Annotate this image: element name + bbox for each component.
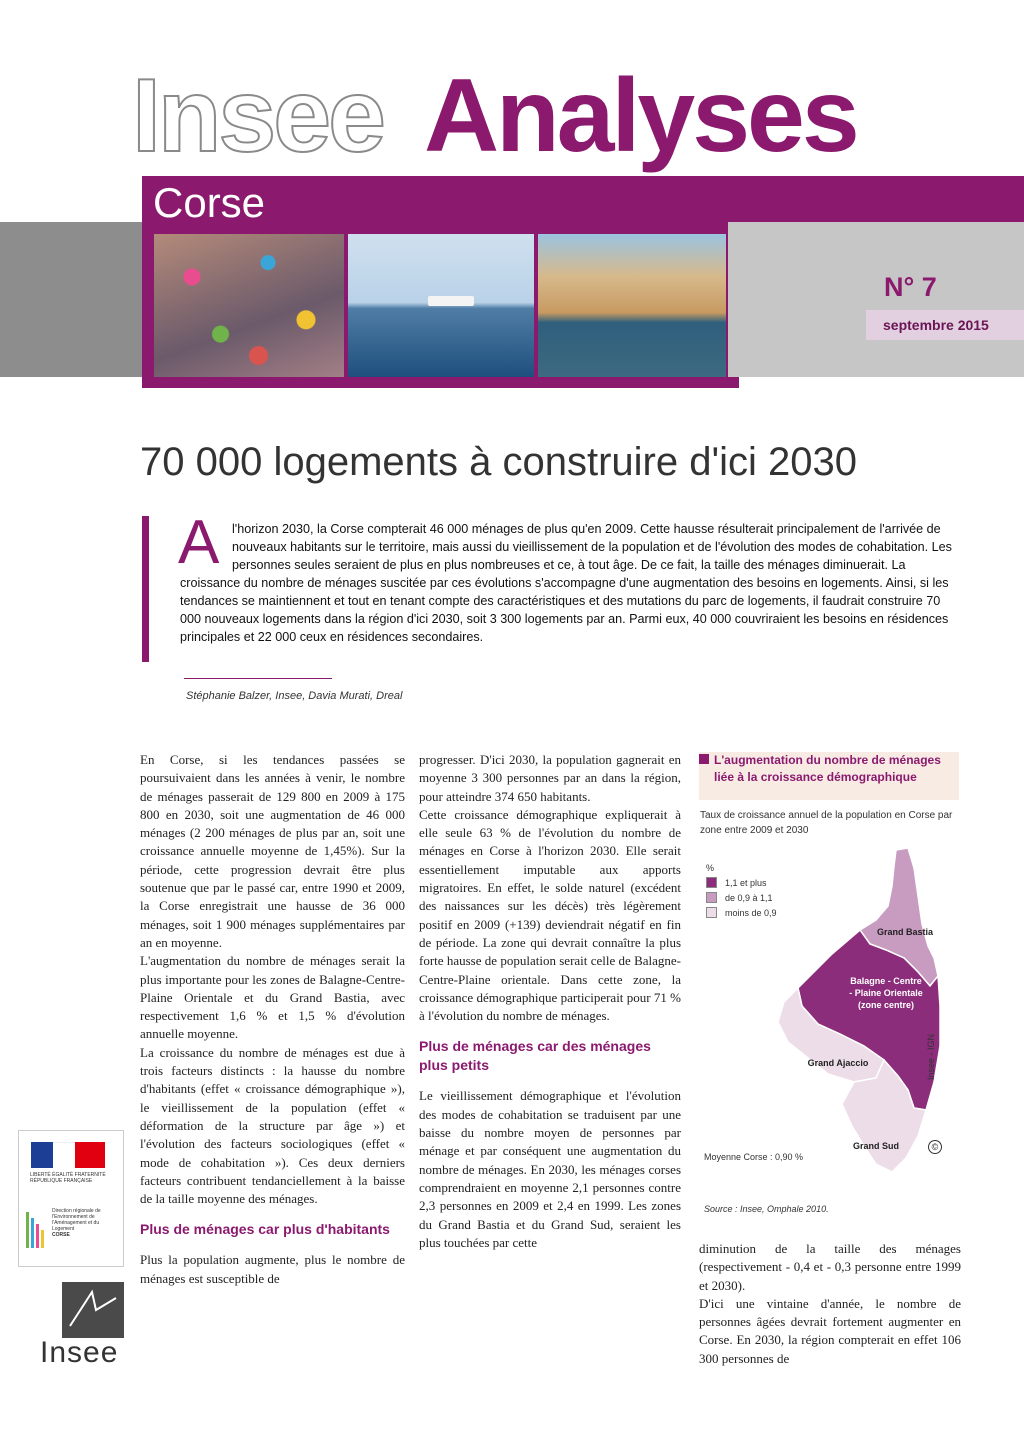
paragraph: Plus la population augmente, plus le nombre de ménages est susceptible de [140,1252,405,1286]
zone-label-north: Grand Bastia [876,927,934,937]
column-2 [419,751,681,1252]
paragraph: Le vieillissement démographique et l'évolution des modes de cohabitation se traduisent par une baisse du nombre moyen de personnes par ménage et par conséquent une augmentation du nombre de ménages. En 2030, les ménages corses comprendraient en moyenne 2,1 personnes contre 2,3 personnes en 2009 et 2,4 en 1999. Les zones du Grand Bastia et du Grand Sud, seraient les plus touchées par cette [419,1088,681,1250]
section-heading: Plus de ménages car plus d'habitants [140,1221,390,1238]
corsica-map [768,846,958,1176]
figure-source: Source : Insee, Omphale 2010. [704,1204,829,1214]
intro-body: l'horizon 2030, la Corse compterait 46 000 ménages de plus qu'en 2009. Cette hausse résulterait principalement de l'arrivée de nouveaux habitants sur le territoire, mais aussi du vieillissement de la population et de l'évolution des modes de cohabitation. Les personnes seules seraient de plus en plus nombreuses et ce, à tout âge. De ce fait, la taille des ménages diminuerait. La croissance du nombre de ménages suscitée par ces évolutions s'accompagne d'une augmentation des besoins en logements. Ainsi, si les tendances se maintiennent et tout en tenant compte des caractéristiques et des mutations du parc de logements, il faudrait construire 70 000 nouveaux logements dans la région d'ici 2030, soit 3 300 logements par an. Parmi eux, 40 000 couvriraient les besoins en résidences principales et 22 000 ceux en résidences secondaires. [180,522,952,644]
issue-number: N° 7 [884,272,937,302]
legend-swatch [706,877,717,888]
paragraph: La croissance du nombre de ménages est due à trois facteurs distincts : la hausse du nombre d'habitants (effet « croissance démographique »), le vieillissement de la population (effet « déformation de la structure par âge ») et l'évolution des facteurs sociologiques (effet « mode de cohabitation »). Ces deux derniers facteurs contribuent tendanciellement à la baisse de la taille moyenne des ménages. [140,1044,405,1207]
masthead-gray-right [728,222,1024,377]
figure-marker [699,754,709,764]
paragraph: D'ici une vintaine d'année, le nombre de personnes âgées devrait fortement augmenter en Corse. En 2030, la région compterait en effet 106 300 personnes de [699,1295,961,1366]
zone-label-west: Grand Ajaccio [807,1058,869,1068]
legend-item: de 0,9 à 1,1 [706,890,777,905]
masthead-purple-strip [728,176,1024,223]
brand-insee: Insee [132,58,383,174]
flag-white [53,1142,75,1169]
paragraph: Cette croissance démographique expliquerait à elle seule 63 % de l'évolution du nombre de ménages en Corse à l'horizon 2030. Elle serait essentiellement imputable aux apports migratoires. En effet, le solde naturel (excédent des naissances sur les décès) très légèrement positif en 2009 (+139) deviendrait négatif en fin de période. La zone qui devrait connaître la plus forte hausse de population serait celle de Balagne-Centre-Plaine orientale. Dans cette zone, la croissance démographique participerait pour 71 % à l'évolution du nombre de ménages. [419,806,681,1024]
legend-item: 1,1 et plus [706,875,777,890]
flag-blue [31,1142,53,1168]
zone-label-south: Grand Sud [852,1141,899,1151]
figure-title: L'augmentation du nombre de ménages liée à la croissance démographique [714,753,941,784]
issue-date: septembre 2015 [883,317,989,333]
intro-dropcap: A [178,508,220,577]
intro-accent-bar [142,516,149,662]
signature-rule [184,678,332,679]
republique-text: LIBERTÉ ÉGALITÉ FRATERNITÉ RÉPUBLIQUE FRANÇAISE [30,1172,106,1184]
map-legend [706,860,777,920]
paragraph: En Corse, si les tendances passées se poursuivaient dans les années à venir, le nombre de ménages passerait de 129 800 en 2009 à 175 800 en 2030, soit une augmentation de 46 000 ménages (2 200 ménages de plus par an, soit une croissance annuelle moyenne de 1,45%). Sur la période, cette progression devrait être plus soutenue que par le passé car, entre 1990 et 2009, la Corse enregistrait une hausse de 36 000 ménages, soit 1 900 ménages supplémentaires par an en moyenne. [140,752,405,950]
ferry-photo [348,234,534,377]
paragraph: progresser. D'ici 2030, la population gagnerait en moyenne 3 300 personnes par an dans la région, pour atteindre 374 650 habitants. [419,752,681,804]
column-3 [699,1240,961,1368]
figure-subtitle: Taux de croissance annuel de la population en Corse par zone entre 2009 et 2030 [700,810,953,836]
map-average: Moyenne Corse : 0,90 % [704,1152,804,1162]
authors: Stéphanie Balzer, Insee, Davia Murati, Dreal [186,690,403,702]
paragraph: L'augmentation du nombre de ménages serait la plus importante pour les zones de Balagne-Centre-Plaine Orientale et du Grand Bastia, avec respectivement 1,6 % et 1,5 % d'évolution annuelle moyenne. [140,953,405,1042]
legend-swatch [706,907,717,918]
ferry-ship [428,296,474,306]
zone-label-center: Balagne - Centre - Plaine Orientale (zone centre) [849,976,923,1010]
legend-item: moins de 0,9 [706,905,777,920]
region-label: Corse [153,179,266,226]
column-1 [140,751,405,1288]
insee-logo-text: Insee [40,1336,119,1369]
copyright-icon: © [928,1140,942,1154]
insee-logo-icon [62,1282,124,1338]
masthead-gray-band [0,222,146,377]
map-credit: Insee - IGN [926,1033,936,1080]
legend-unit: % [706,862,715,873]
page-title: 70 000 logements à construire d'ici 2030 [140,440,857,484]
legend-swatch [706,892,717,903]
flag-red [75,1142,105,1168]
dreal-text: Direction régionale de l'Environnement de l'Aménagement et du Logement CORSE [52,1208,101,1238]
brand-analyses: Analyses [424,58,857,174]
dreal-logo-icon [24,1208,46,1252]
intro-text [180,520,958,646]
crowd-photo [154,234,344,377]
section-heading: Plus de ménages car des ménages plus petits [419,1038,651,1074]
harbour-photo [538,234,726,377]
paragraph: diminution de la taille des ménages (respectivement - 0,4 et - 0,3 personne entre 1999 et 2030). [699,1241,961,1293]
